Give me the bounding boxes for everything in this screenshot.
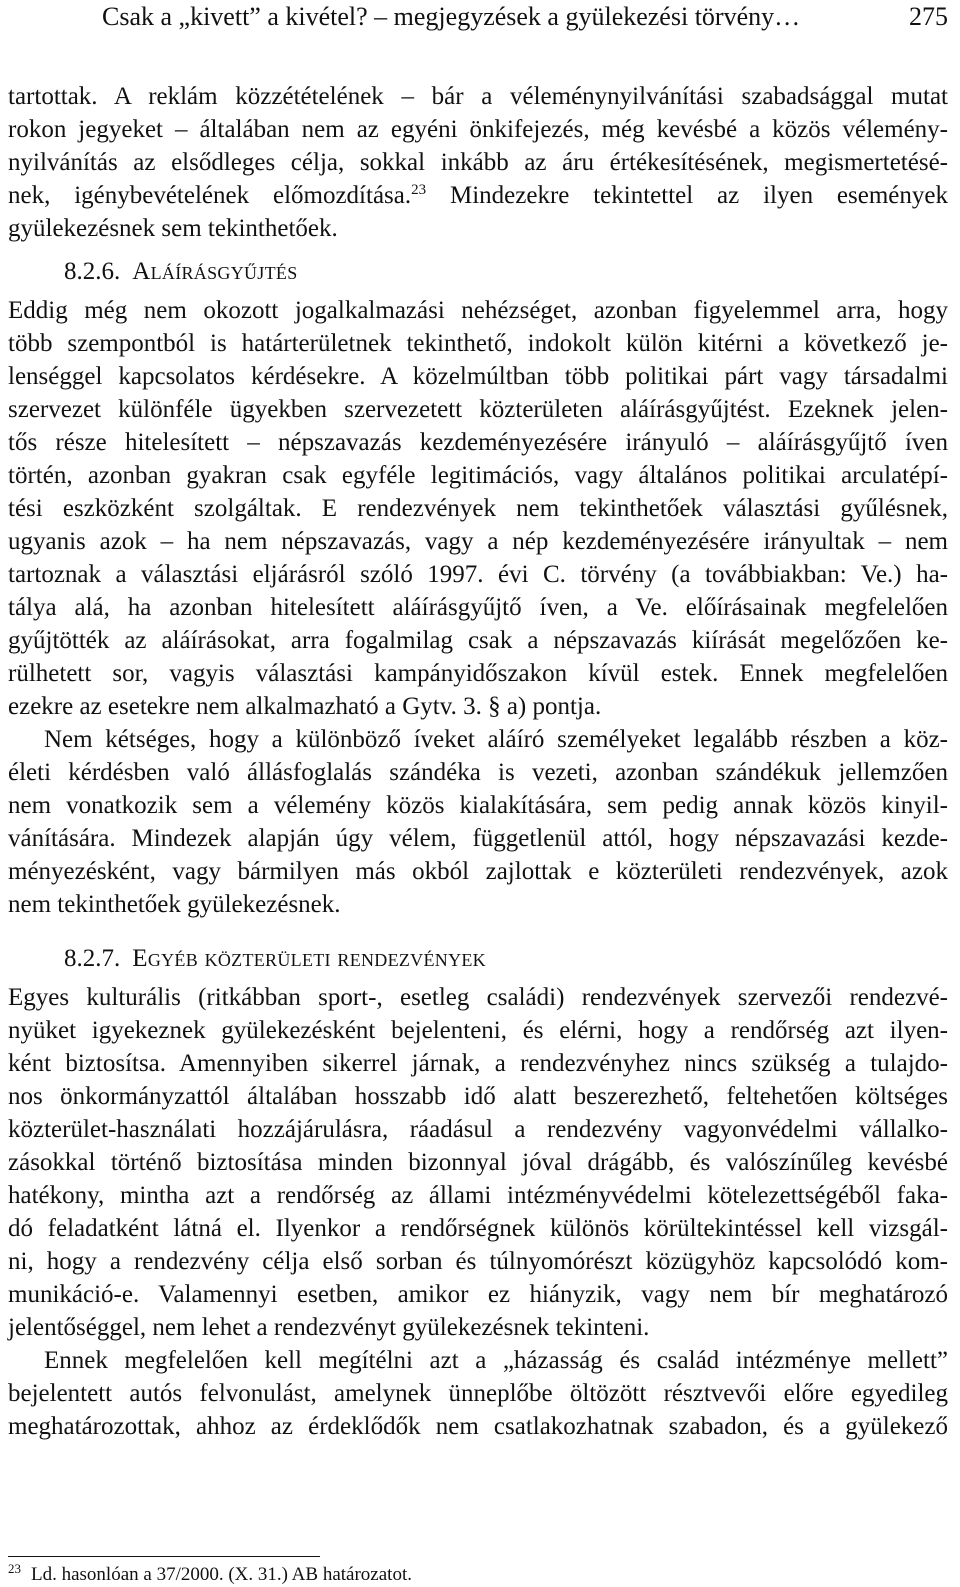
paragraph-line: tálya alá, ha azonban hitelesített aláírásgyűjtő íven, a Ve. előírásainak megfelelően xyxy=(8,594,948,621)
paragraph-line: közterület-használati hozzájárulásra, ráadásul a rendezvény vagyonvédelmi vállalko- xyxy=(8,1116,948,1143)
section-heading xyxy=(8,255,948,288)
paragraph-line: dó feladatként látná el. Ilyenkor a rendőrségnek különös körültekintéssel kell vizsgál- xyxy=(8,1215,948,1242)
paragraph-line: nem tekinthetőek gyülekezésnek. xyxy=(8,891,341,918)
paragraph-line: szervezet különféle ügyekben szervezetett közterületen aláírásgyűjtést. Ezeknek jelen- xyxy=(8,396,948,423)
paragraph-line: nyilvánítás az elsődleges célja, sokkal inkább az áru értékesítésének, megismertetésé- xyxy=(8,149,948,176)
paragraph-line: meghatározottak, ahhoz az érdeklődők nem csatlakozhatnak szabadon, és a gyülekező xyxy=(8,1413,948,1440)
paragraph-line: ugyanis azok – ha nem népszavazás, vagy a nép kezdeményezésére irányultak – nem xyxy=(8,528,948,555)
paragraph-line: Egyes kulturális (ritkábban sport-, esetleg családi) rendezvények szervezői rendezvé- xyxy=(8,984,948,1011)
paragraph-line: tési eszközként szolgáltak. E rendezvények nem tekinthetőek választási gyűlésnek, xyxy=(8,495,948,522)
section-heading xyxy=(8,942,948,975)
running-header xyxy=(102,0,948,34)
paragraph-line: tartoznak a választási eljárásról szóló 1997. évi C. törvény (a továbbiakban: Ve.) ha- xyxy=(8,561,948,588)
paragraph-line: rokon jegyeket – általában nem az egyéni önkifejezés, még kevésbé a közös vélemény- xyxy=(8,116,948,143)
paragraph-line: gyűjtötték az aláírásokat, arra fogalmilag csak a népszavazás kiírását megelőzően ke- xyxy=(8,627,948,654)
paragraph-line: nyüket igyekeznek gyülekezésként bejelenteni, és elérni, hogy a rendőrség azt ilyen- xyxy=(8,1017,948,1044)
paragraph-line: nem vonatkozik sem a vélemény közös kialakítására, sem pedig annak közös kinyil- xyxy=(8,792,948,819)
paragraph-line: tartottak. A reklám közzétételének – bár a véleménynyilvánítási szabadsággal mutat xyxy=(8,83,948,110)
paragraph-line: jelentőséggel, nem lehet a rendezvényt gyülekezésnek tekinteni. xyxy=(8,1314,650,1341)
paragraph-line-segment: nek, igénybevételének előmozdítása. xyxy=(8,182,412,209)
paragraph-line: ni, hogy a rendezvény célja első sorban és túlnyomórészt közügyhöz kapcsolódó kom- xyxy=(8,1248,948,1275)
paragraph-line: munikáció-e. Valamennyi esetben, amikor ez hiányzik, vagy nem bír meghatározó xyxy=(8,1281,948,1308)
paragraph-line-segment: Mindezekre tekintettel az ilyen események xyxy=(449,182,948,209)
section-number: 8.2.6. xyxy=(64,258,121,285)
document-page xyxy=(8,0,948,1587)
paragraph-line: több szempontból is határterületnek tekinthető, indokolt külön kitérni a következő je- xyxy=(8,330,948,357)
page-number: 275 xyxy=(909,2,948,31)
paragraph-line: nos önkormányzattól általában hosszabb idő alatt beszerezhető, feltehetően költséges xyxy=(8,1083,948,1110)
paragraph-line: hatékony, mintha azt a rendőrség az állami intézményvédelmi kötelezettségéből faka- xyxy=(8,1182,948,1209)
paragraph-line: rülhetett sor, vagyis választási kampányidőszakon kívül estek. Ennek megfelelően xyxy=(8,660,948,687)
footnote-divider xyxy=(8,1556,320,1557)
section-gap xyxy=(8,921,948,932)
paragraph-line: lenséggel kapcsolatos kérdésekre. A közelmúltban több politikai párt vagy társadalmi xyxy=(8,363,948,390)
paragraph-line: ként biztosítsa. Amennyiben sikerrel járnak, a rendezvényhez nincs szükség a tulajdo- xyxy=(8,1050,948,1077)
body-text xyxy=(8,80,948,1443)
paragraph-line: gyülekezésnek sem tekinthetőek. xyxy=(8,215,338,242)
footnote-number: 23 xyxy=(8,1561,21,1576)
paragraph-line: Ennek megfelelően kell megítélni azt a „házasság és család intézménye mellett” xyxy=(44,1347,948,1374)
paragraph-line: Eddig még nem okozott jogalkalmazási nehézséget, azonban figyelemmel arra, hogy xyxy=(8,297,948,324)
paragraph-line: bejelentett autós felvonulást, amelynek ünneplőbe öltözött résztvevői előre egyedileg xyxy=(8,1380,948,1407)
section-title: Aláírásgyűjtés xyxy=(132,258,298,285)
paragraph-line xyxy=(8,179,948,212)
footnote-text: Ld. hasonlóan a 37/2000. (X. 31.) AB határozatot. xyxy=(31,1564,412,1585)
paragraph-line: ezekre az esetekre nem alkalmazható a Gytv. 3. § a) pontja. xyxy=(8,693,602,720)
running-title: Csak a „kivett” a kivétel? – megjegyzések a gyülekezési törvény… xyxy=(102,2,801,31)
paragraph-line: zásokkal történő biztosítása minden bizonnyal jóval drágább, és valószínűleg kevésbé xyxy=(8,1149,948,1176)
section-number: 8.2.7. xyxy=(64,945,121,972)
paragraph-line: tős része hitelesített – népszavazás kezdeményezésére irányuló – aláírásgyűjtő íven xyxy=(8,429,948,456)
footnote xyxy=(8,1563,412,1587)
section-title: Egyéb közterületi rendezvények xyxy=(132,945,486,972)
footnote-reference[interactable]: 23 xyxy=(411,182,427,198)
paragraph-line: történ, azonban gyakran csak egyféle legitimációs, vagy általános politikai arculatépí- xyxy=(8,462,948,489)
paragraph-line: ményezésként, vagy bármilyen más okból zajlottak e közterületi rendezvények, azok xyxy=(8,858,948,885)
paragraph-line: életi kérdésben való állásfoglalás szándéka is vezeti, azonban szándékuk jellemzően xyxy=(8,759,948,786)
paragraph-line: vánítására. Mindezek alapján úgy vélem, függetlenül attól, hogy népszavazási kezde- xyxy=(8,825,948,852)
paragraph-line: Nem kétséges, hogy a különböző íveket aláíró személyeket legalább részben a köz- xyxy=(44,726,948,753)
